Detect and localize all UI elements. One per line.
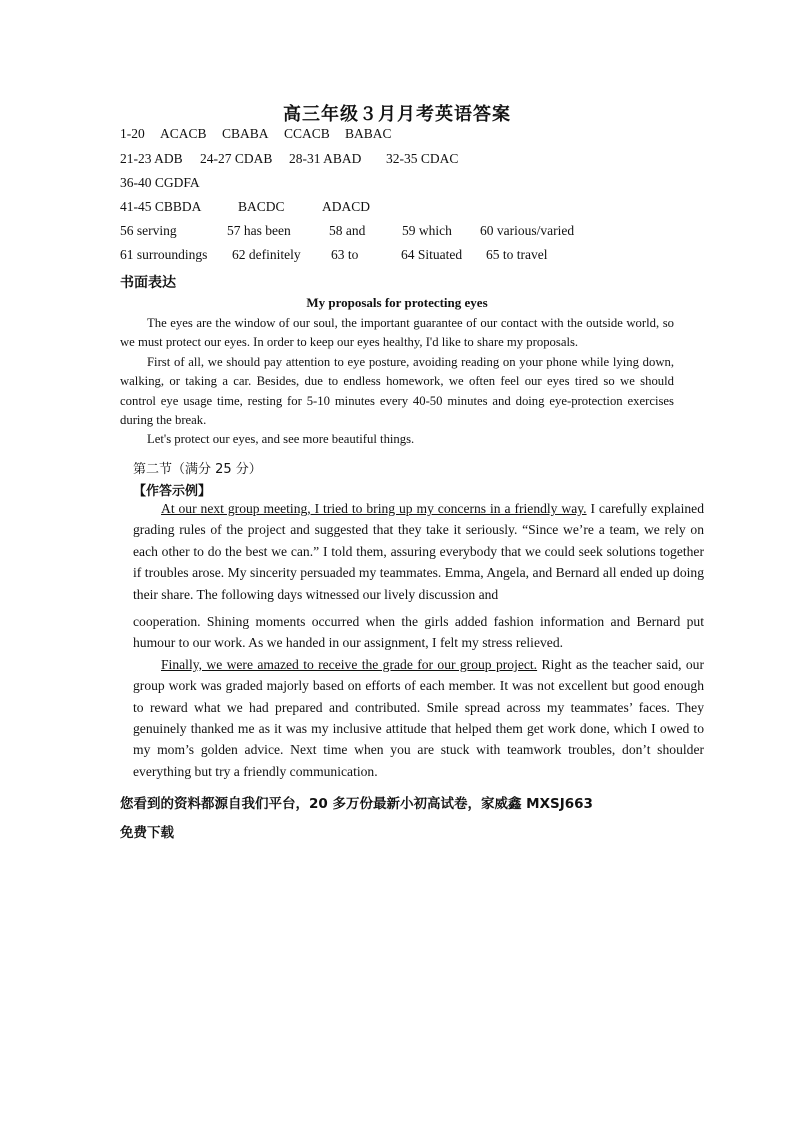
answer-group: BACDC	[238, 199, 285, 214]
paragraph-text: I carefully explained grading rules of the project and suggested that they take it seriously. “Since we’re a team, we rely on each other to do the best we can.” I told them, assuring everybody that we could seek solutions together if troubles arose. My sincerity persuaded my teammates. Emma, Angela, and Bernard all ended up doing their share. The following days witnessed our lively discussion and	[133, 501, 704, 602]
answer-range: 1-20	[120, 126, 145, 141]
answer-group: CCACB	[284, 126, 330, 141]
essay-paragraph: cooperation. Shining moments occurred when the girls added fashion information and Bernard put humour to our work. As we handed in our assignment, I felt my stress relieved.	[133, 614, 704, 651]
answer-group: 41-45 CBBDA	[120, 199, 202, 214]
essay-paragraph: First of all, we should pay attention to eye posture, avoiding reading on your phone while lying down, walking, or taking a car. Besides, due to endless homework, we often feel our eyes tired so we should control eye usage time, resting for 5-10 minutes every 40-50 minutes and doing eye-protection exercises during the break.	[120, 354, 674, 428]
answer-group: 32-35 CDAC	[386, 151, 459, 166]
essay-title: My proposals for protecting eyes	[306, 295, 488, 310]
answer-group: ACACB	[160, 126, 207, 141]
promo-line: 免费下载	[120, 825, 174, 841]
promo-line: 您看到的资料都源自我们平台，20 多万份最新小初高试卷，家威鑫 MXSJ663	[120, 796, 593, 812]
example-label: 【作答示例】	[133, 484, 212, 499]
sample-essay-1	[120, 314, 674, 450]
underlined-lead-sentence: Finally, we were amazed to receive the grade for our group project.	[161, 656, 538, 672]
answer-group: 36-40 CGDFA	[120, 175, 200, 190]
section-2-heading: 第二节（满分 25 分）	[133, 462, 262, 477]
answer-group: BABAC	[345, 126, 392, 141]
underlined-lead-sentence: At our next group meeting, I tried to bring up my concerns in a friendly way.	[161, 501, 587, 516]
essay-paragraph	[133, 498, 704, 605]
sample-essay-2	[133, 498, 704, 782]
answer-item: 62 definitely	[232, 247, 301, 262]
paragraph-text: Right as the teacher said, our group work was graded majorly based on efforts of each member. It was not excellent but good enough to reward what we had prepared and contributed. Smile spread across my teammates’ faces. They genuinely thanked me as it was my inclusive attitude that helped them get work done, which I owed to my mom’s golden advice. Next time when you are stuck with teamwork troubles, don’t shoulder everything but try a friendly communication.	[133, 656, 704, 779]
page-title: 高三年级３月月考英语答案	[283, 104, 511, 125]
answer-group: 21-23 ADB	[120, 151, 183, 166]
answer-item: 65 to travel	[486, 247, 548, 262]
answer-item: 60 various/varied	[480, 223, 575, 238]
promo-notice	[120, 790, 680, 848]
answer-group: 24-27 CDAB	[200, 151, 273, 166]
essay-paragraph: Let's protect our eyes, and see more beautiful things.	[147, 432, 415, 447]
answer-item: 61 surroundings	[120, 247, 208, 262]
answer-group: ADACD	[322, 199, 371, 214]
answer-item: 64 Situated	[401, 247, 463, 262]
essay-paragraph	[133, 654, 704, 782]
writing-section-heading: 书面表达	[120, 275, 176, 291]
answer-group: 28-31 ABAD	[289, 151, 362, 166]
answer-item: 59 which	[402, 223, 452, 238]
essay-paragraph: The eyes are the window of our soul, the important guarantee of our contact with the outside world, so we must protect our eyes. In order to keep our eyes healthy, I'd like to share my proposals.	[120, 316, 674, 350]
answer-item: 58 and	[329, 223, 366, 238]
answer-item: 57 has been	[227, 223, 291, 238]
answer-item: 63 to	[331, 247, 359, 262]
answer-group: CBABA	[222, 126, 269, 141]
answer-item: 56 serving	[120, 223, 177, 238]
